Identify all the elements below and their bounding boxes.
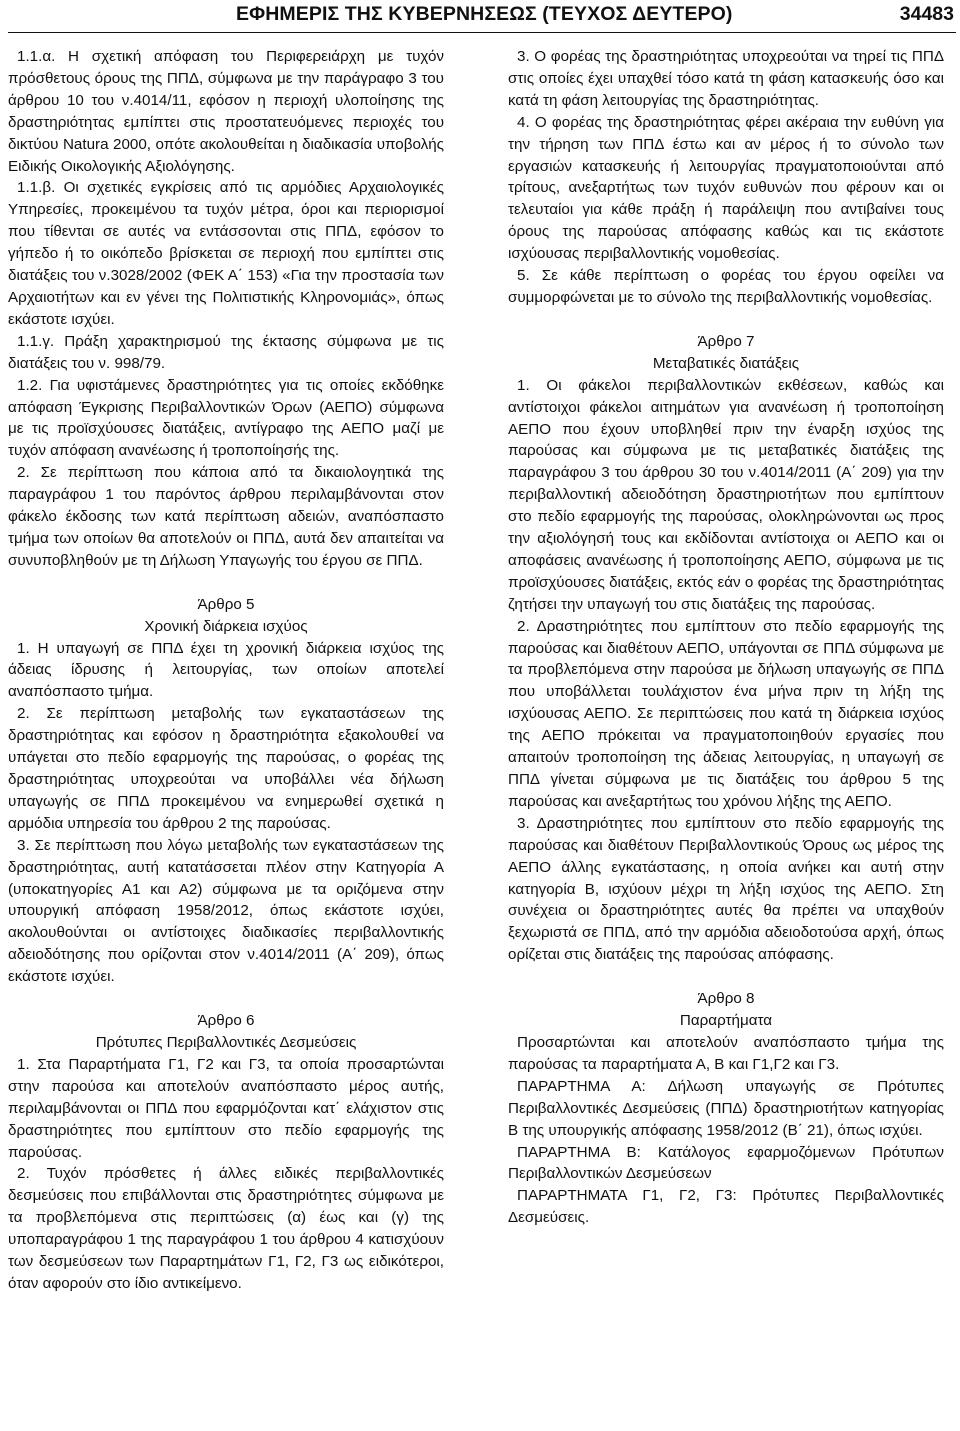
article-6-number: Άρθρο 6	[197, 1012, 255, 1030]
article-8-title: Παραρτήματα	[679, 1012, 773, 1030]
paragraph-2: 2. Σε περίπτωση που κάποια από τα δικαιολογητικά της παραγράφου 1 του παρόντος άρθρου περιλαμβάνονται στον φάκελο έκδοσης των κατά περίπτωση αδειών, αναπόσπαστο τμήμα των οποίων θα αποτελούν οι ΠΠΔ, αυτά δεν απαιτείται να συνυποβληθούν με τη Δήλωση Υπαγωγής του έργου σε ΠΠΔ.	[8, 464, 444, 569]
page-number: 34483	[899, 3, 954, 25]
annex-a: ΠΑΡΑΡΤΗΜΑ Α: Δήλωση υπαγωγής σε Πρότυπες Περιβαλλοντικές Δεσμεύσεις (ΠΠΔ) δραστηριοτήτων κατηγορίας Β της υπουργικής απόφασης 1958/2012 (Β΄ 21), όπως ισχύει.	[508, 1077, 944, 1139]
article-7-paragraph-3: 3. Δραστηριότητες που εμπίπτουν στο πεδίο εφαρμογής της παρούσας και διαθέτουν Περιβαλλοντικούς Όρους ως μέρος της ΑΕΠΟ άλλης εγκατάστασης, η οποία ανήκει και αυτή στην κατηγορία Β, ισχύουν μέχρι τη λήξη ισχύος της ΑΕΠΟ. Στη συνέχεια οι δραστηριότητες αυτές θα πρέπει να υπαχθούν ξεχωριστά σε ΠΠΔ, από την αρμόδια αδειοδοτούσα αρχή, όπως ορίζεται στις διατάξεις της παρούσας απόφασης.	[508, 814, 944, 964]
page-header	[0, 0, 960, 34]
article-7-title: Μεταβατικές διατάξεις	[652, 354, 800, 372]
header-divider	[8, 32, 956, 33]
article-7-paragraph-2: 2. Δραστηριότητες που εμπίπτουν στο πεδίο εφαρμογής της παρούσας και διαθέτουν ΑΕΠΟ, υπάγονται σε ΠΠΔ σύμφωνα με τα προβλεπόμενα στην παρούσα με δήλωση υπαγωγής σε ΠΠΔ που υποβάλλεται τουλάχιστον ένα μήνα πριν τη λήξη της ισχύουσας ΑΕΠΟ. Σε περιπτώσεις που κατά τη διάρκεια ισχύος της ΑΕΠΟ πρόκειται να πραγματοποιηθούν εργασίες που απαιτούν τροποποίηση της άδειας λειτουργίας, η υπαγωγή σε ΠΠΔ γίνεται σύμφωνα με τις διατάξεις του άρθρου 5 της παρούσας και ανεξαρτήτως του χρόνου λήξης της ΑΕΠΟ.	[508, 617, 944, 810]
article-6-paragraph-2: 2. Τυχόν πρόσθετες ή άλλες ειδικές περιβαλλοντικές δεσμεύσεις που επιβάλλονται στις δραστηριότητες σύμφωνα με τα προβλεπόμενα στις περιπτώσεις (α) έως και (γ) της υποπαραγράφου 1 της παραγράφου 1 του άρθρου 4 κατισχύουν των δεσμεύσεων των Παραρτημάτων Γ1, Γ2, Γ3 ως ειδικότεροι, όταν αφορούν στο ίδιο αντικείμενο.	[8, 1165, 444, 1292]
paragraph-1-1-a: 1.1.α. Η σχετική απόφαση του Περιφερειάρχη με τυχόν πρόσθετους όρους της ΠΠΔ, σύμφωνα με την παράγραφο 3 του άρθρου 10 του ν.4014/11, εφόσον η περιοχή υλοποίησης της δραστηριότητας εμπίπτει στις προστατευόμενες περιοχές του δικτύου Natura 2000, οπότε ακολουθείται η διαδικασία υποβολής Ειδικής Οικολογικής Αξιολόγησης.	[8, 48, 444, 175]
paragraph-1-2: 1.2. Για υφιστάμενες δραστηριότητες για τις οποίες εκδόθηκε απόφαση Έγκρισης Περιβαλλοντικών Όρων (ΑΕΠΟ) σύμφωνα με τις προϊσχύουσες διατάξεις, αντίγραφο της ΑΕΠΟ μαζί με τυχόν απόφαση ανανέωσης ή τροποποίησής της.	[8, 376, 444, 460]
article-5-paragraph-3: 3. Σε περίπτωση που λόγω μεταβολής των εγκαταστάσεων της δραστηριότητας, αυτή κατατάσσεται πλέον στην Κατηγορία Α (υποκατηγορίες Α1 και Α2) σύμφωνα με τα οριζόμενα στην υπουργική απόφαση 1958/2012, όπως εκάστοτε ισχύει, ακολουθούνται οι αντίστοιχες διαδικασίες περιβαλλοντικής αδειοδότησης που ορίζονται στον ν.4014/2011 (Α΄ 209), όπως εκάστοτε ισχύει.	[8, 836, 444, 986]
annex-c: ΠΑΡΑΡΤΗΜΑΤΑ Γ1, Γ2, Γ3: Πρότυπες Περιβαλλοντικές Δεσμεύσεις.	[508, 1187, 944, 1227]
article-6-paragraph-1: 1. Στα Παραρτήματα Γ1, Γ2 και Γ3, τα οποία προσαρτώνται στην παρούσα και αποτελούν αναπόσπαστο μέρος αυτής, περιλαμβάνονται οι ΠΠΔ που εφαρμόζονται κατ΄ ελάχιστον στις δραστηριότητες που εμπίπτουν στο πεδίο εφαρμογής της παρούσας.	[8, 1055, 444, 1161]
article-5-paragraph-2: 2. Σε περίπτωση μεταβολής των εγκαταστάσεων της δραστηριότητας και εφόσον η δραστηριότητα εξακολουθεί να υπάγεται στο πεδίο εφαρμογής της παρούσας, ο φορέας της δραστηριότητας υποχρεούται να υποβάλλει νέα δήλωση υπαγωγής σε ΠΠΔ προκειμένου να ενημερωθεί σχετικά η αρμόδια υπηρεσία του άρθρου 2 της παρούσας.	[8, 705, 444, 832]
article-5-title: Χρονική διάρκεια ισχύος	[144, 617, 308, 635]
paragraph-1-1-b: 1.1.β. Οι σχετικές εγκρίσεις από τις αρμόδιες Αρχαιολογικές Υπηρεσίες, προκειμένου τα τυχόν μέτρα, όροι και περιορισμοί που τίθενται σε αυτές να εντάσσονται στις ΠΠΔ, εφόσον το γήπεδο ή το οικόπεδο βρίσκεται σε περιοχή που εμπίπτει στις διατάξεις του ν.3028/2002 (ΦΕΚ Α΄ 153) «Για την προστασία των Αρχαιοτήτων και εν γένει της Πολιτιστικής Κληρονομιάς», όπως εκάστοτε ισχύει.	[8, 179, 444, 328]
article-6-paragraph-3: 3. Ο φορέας της δραστηριότητας υποχρεούται να τηρεί τις ΠΠΔ στις οποίες έχει υπαχθεί τόσο κατά τη φάση κατασκευής όσο και κατά τη φάση λειτουργίας της δραστηριότητας.	[508, 48, 944, 109]
gazette-title: ΕΦΗΜΕΡΙΣ ΤΗΣ ΚΥΒΕΡΝΗΣΕΩΣ (ΤΕΥΧΟΣ ΔΕΥΤΕΡΟ)	[236, 3, 733, 25]
article-5-paragraph-1: 1. Η υπαγωγή σε ΠΠΔ έχει τη χρονική διάρκεια ισχύος της άδειας ίδρυσης ή λειτουργίας, των οποίων αποτελεί αναπόσπαστο τμήμα.	[8, 639, 444, 701]
annex-b: ΠΑΡΑΡΤΗΜΑ Β: Κατάλογος εφαρμοζόμενων Πρότυπων Περιβαλλοντικών Δεσμεύσεων	[508, 1143, 944, 1183]
article-7-number: Άρθρο 7	[697, 332, 755, 350]
paragraph-1-1-c: 1.1.γ. Πράξη χαρακτηρισμού της έκτασης σύμφωνα με τις διατάξεις του ν. 998/79.	[8, 332, 444, 372]
article-5-number: Άρθρο 5	[197, 595, 255, 613]
article-7-paragraph-1: 1. Οι φάκελοι περιβαλλοντικών εκθέσεων, καθώς και αντίστοιχοι φάκελοι αιτημάτων για ανανέωση ή τροποποίηση ΑΕΠΟ που έχουν υποβληθεί πριν την έναρξη ισχύος της παρούσας και σύμφωνα με τις μεταβατικές διατάξεις της παραγράφου 3 του άρθρου 30 του ν.4014/2011 (Α΄ 209) για την περιβαλλοντική αδειοδότηση δραστηριοτήτων που εμπίπτουν στο πεδίο εφαρμογής της παρούσας, ολοκληρώνονται ως προς την αξιολόγησή τους και εκδίδονται αντίστοιχα οι ΑΕΠΟ και οι αποφάσεις ανανέωσης ή τροποποίησης ΑΕΠΟ, σύμφωνα με τις προϊσχύουσες διατάξεις, εκτός εάν ο φορέας της δραστηριότητας ζητήσει την υπαγωγή του στις διατάξεις της παρούσας.	[508, 376, 944, 613]
article-6-paragraph-4: 4. Ο φορέας της δραστηριότητας φέρει ακέραια την ευθύνη για την τήρηση των ΠΠΔ έστω και αν μέρος ή το σύνολο των εργασιών κατασκευής ή λειτουργίας πραγματοποιούνται από τρίτους, ανεξαρτήτως των τυχόν ευθυνών που φέρουν και οι τελευταίοι για κάθε πράξη ή παράλειψη που αντιβαίνει τους όρους της παρούσας απόφασης καθώς και τις εκάστοτε ισχύουσας περιβαλλοντικής νομοθεσίας.	[508, 113, 944, 263]
article-8-intro: Προσαρτώνται και αποτελούν αναπόσπαστο τμήμα της παρούσας τα παραρτήματα Α, Β και Γ1,Γ2 και Γ3.	[508, 1033, 944, 1073]
article-8-number: Άρθρο 8	[697, 990, 755, 1008]
article-6-paragraph-5: 5. Σε κάθε περίπτωση ο φορέας του έργου οφείλει να συμμορφώνεται με το σύνολο της περιβαλλοντικής νομοθεσίας.	[508, 267, 944, 306]
article-6-title: Πρότυπες Περιβαλλοντικές Δεσμεύσεις	[95, 1033, 357, 1051]
left-column	[8, 46, 444, 1295]
right-column	[508, 46, 944, 1229]
